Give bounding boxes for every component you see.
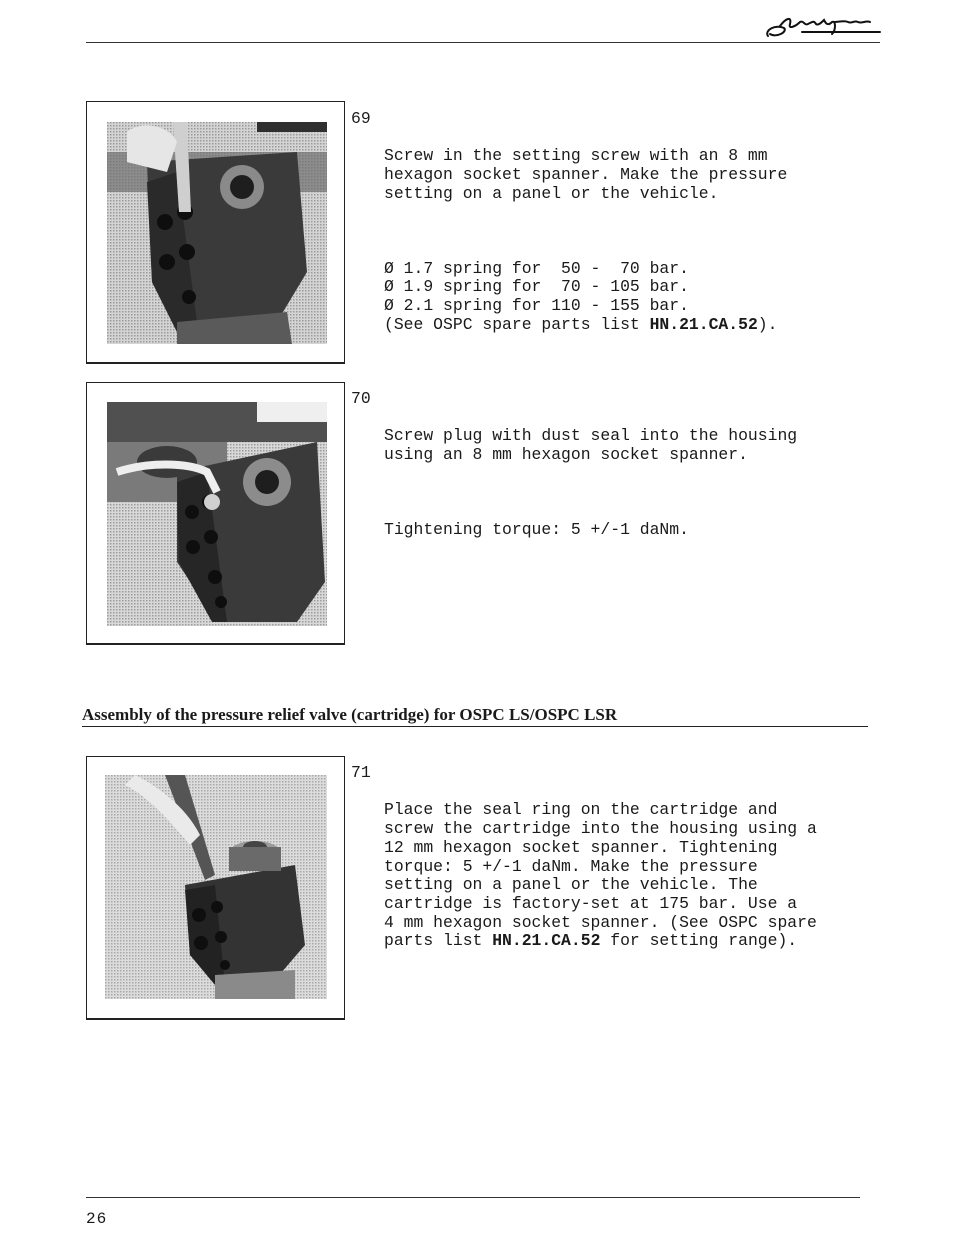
photo-frame-step-70 [86, 382, 345, 645]
step-number: 69 [351, 109, 371, 128]
photo-frame-step-71 [86, 756, 345, 1020]
signature-logo-icon [762, 10, 882, 40]
photo-cartridge [105, 775, 327, 999]
step-paragraph: Screw in the setting screw with an 8 mm hexagon socket spanner. Make the pressure setting on a panel or the vehicle. [384, 146, 788, 203]
photo-frame-step-69 [86, 101, 345, 364]
step-69 [351, 109, 788, 334]
photo-screw-plug [107, 402, 327, 626]
spare-parts-reference: parts list HN.21.CA.52 for setting range). [384, 931, 798, 951]
step-body [384, 110, 787, 372]
page-number: 26 [86, 1210, 108, 1228]
step-body [384, 764, 817, 988]
step-body [384, 390, 797, 577]
step-paragraph: Screw plug with dust seal into the housing using an 8 mm hexagon socket spanner. [384, 426, 798, 465]
header-rule [86, 42, 880, 43]
step-70 [351, 389, 798, 539]
step-number: 70 [351, 389, 371, 408]
footer-rule [86, 1197, 860, 1198]
step-71 [351, 763, 817, 951]
photo-setting-screw [107, 122, 327, 344]
part-code: HN.21.CA.52 [492, 931, 601, 951]
step-paragraph: Place the seal ring on the cartridge and screw the cartridge into the housing using a 12 mm hexagon socket spanner. Tightening torque: 5 +/-1 daNm. Make the pressure setting on a panel or the vehicle. The cartridge is factory-set at 175 bar. Use a 4 mm hexagon socket spanner. (See OSPC spare parts list HN.21.CA.52 for setting range). [384, 800, 817, 951]
spare-parts-reference: (See OSPC spare parts list HN.21.CA.52). [384, 314, 778, 334]
section-heading: Assembly of the pressure relief valve (cartridge) for OSPC LS/OSPC LSR [82, 705, 868, 727]
part-code: HN.21.CA.52 [649, 314, 758, 334]
step-number: 71 [351, 763, 371, 782]
spring-table: Ø 1.7 spring for 50 - 70 bar. Ø 1.9 spring for 70 - 105 bar. Ø 2.1 spring for 110 - 155 bar. (See OSPC spare parts list HN.21.CA.52). [384, 258, 778, 334]
tightening-torque: Tightening torque: 5 +/-1 daNm. [384, 519, 689, 539]
